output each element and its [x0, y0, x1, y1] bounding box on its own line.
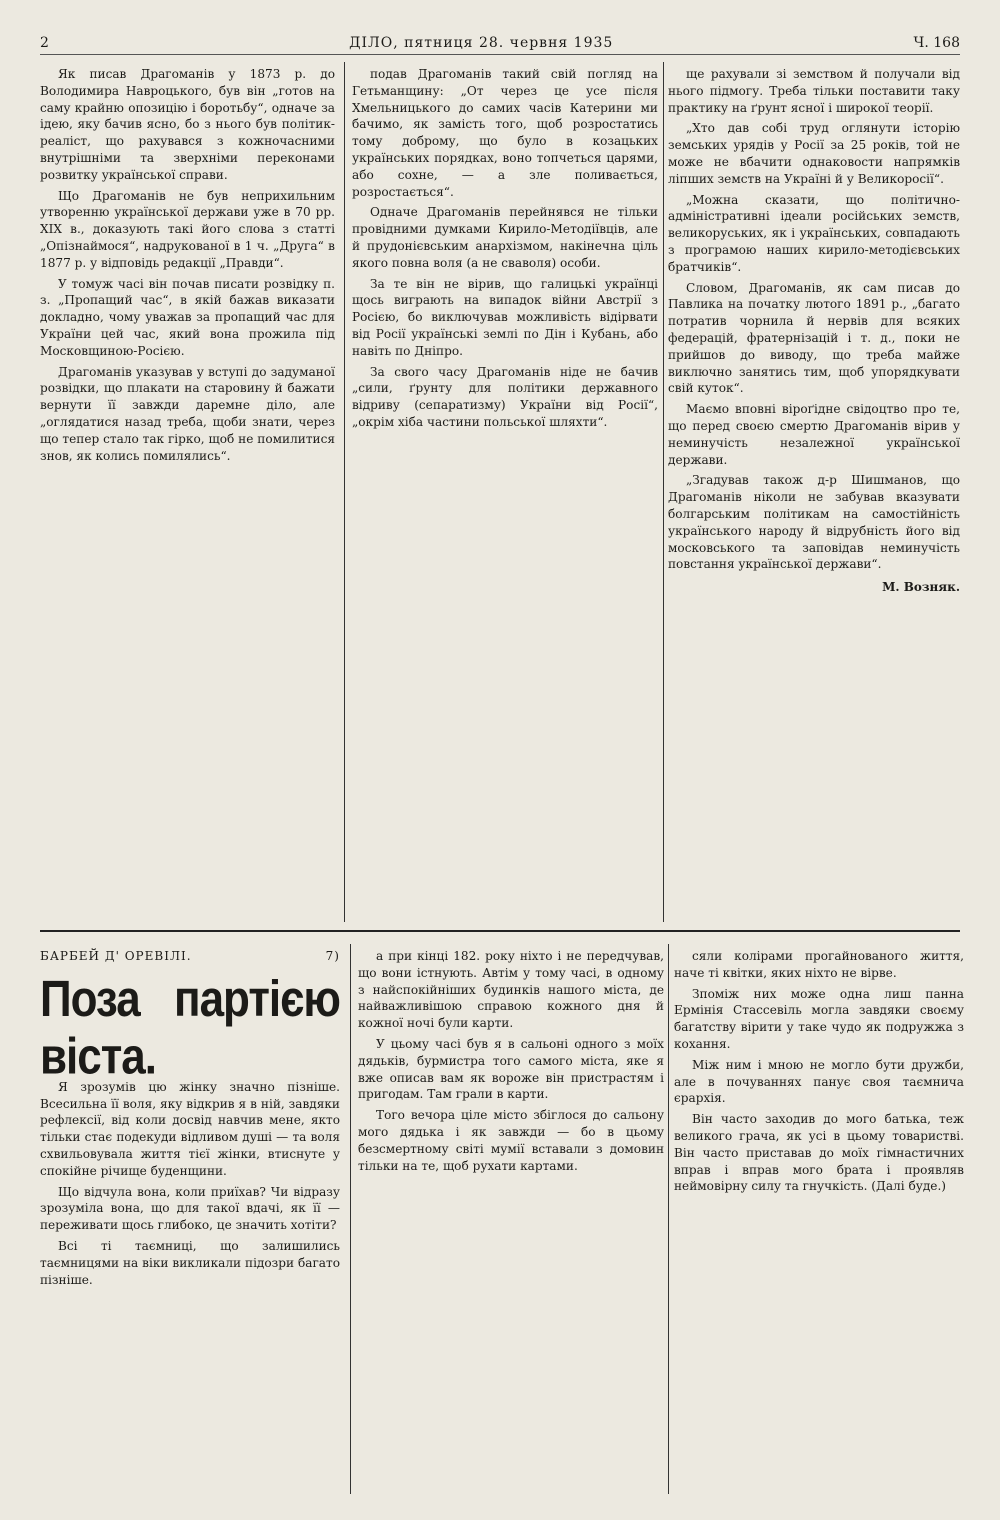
paragraph: Він часто заходив до мого батька, теж великого грача, як усі в цьому товаристві. Він частo приставав до моїх гімнастичних вправ і вправ мого брата і проявляв неймовірну силу та гнучкість. (Далі буде.)	[674, 1112, 964, 1194]
column-divider	[663, 62, 664, 922]
masthead-line: ДІЛО, пятниця 28. червня 1935	[349, 35, 614, 51]
paragraph: Що Драгоманів не був неприхильним утворенню української держави уже в 70 рр. XIX в., доказують такі його слова з статті „Опізнаймося“, надрукованої в 1 ч. „Друга“ в 1877 р. у відповідь редакції „Правди“.	[40, 188, 335, 270]
section-divider	[40, 930, 960, 932]
paragraph: подав Драгоманів такий свій погляд на Гетьманщину: „От через це усе після Хмельницького до самих часів Катерини ми бачимо, як замість того, щоб розростатись тому доброму, що було в козацьких українських порядках, воно топчеться царями, або сохне, — а зле поливається, розростається“.	[352, 67, 658, 199]
paragraph: „Хто дав собі труд оглянути історію земських урядів у Росії за 25 років, той не може не вбачити однаковости напрямків ліпших земств на Україні й у Великоросії“.	[668, 121, 960, 186]
page-header	[40, 32, 960, 55]
paragraph: „Згадував також д-р Шишманов, що Драгоманів ніколи не забував вказувати болгарським політикам на самостійність українського народу й відрубність його від московського та заповідав неминучість повстання української держави“.	[668, 473, 960, 572]
paragraph: „Можна сказати, що політично-адміністративні ідеали російських земств, великоруських, як і українських, совпадають з програмою наших кирило-методієвських братчиків“.	[668, 192, 960, 274]
byline	[40, 948, 340, 965]
paragraph: ще рахували зі земством й получали від нього підмогу. Треба тільки поставити таку практику на ґрунт ясної і широкої теорії.	[668, 67, 960, 115]
footnote-mark: 7)	[325, 949, 340, 963]
paragraph: Всі ті таємниці, що залишились таємницями на віки викликали підозри багато пізніше.	[40, 1238, 340, 1287]
paragraph: Одначе Драгоманів перейнявся не тільки провідними думками Кирило-Методіївців, але й прудонієвським анархізмом, накінечна ціль якого повна воля (а не сваволя) особи.	[352, 205, 658, 270]
article1-column-1	[40, 66, 335, 916]
article2-column-3	[674, 948, 964, 1488]
column-divider	[668, 944, 669, 1494]
paragraph: Того вечора ціле місто збіглося до сальону мого дядька і як завжди — бо в цьому безсмертному світі мумії вставали з домовин тільки на те, щоб рухати картами.	[358, 1108, 664, 1173]
paragraph: У цьому часі був я в сальоні одного з моїх дядьків, бурмистра того самого міста, яке я вже описав вам як вороже він пристрастям і пригодам. Там грали в карти.	[358, 1036, 664, 1102]
page-number: 2	[40, 35, 49, 51]
paragraph: Як писав Драгоманів у 1873 р. до Володимира Навроцького, був він „готов на саму крайню опозицію і боротьбу“, одначе за ідею, яку бачив ясно, бо з нього був політик-реаліст, що рахувався з кожночасними внутрішніми та зверхніми переконами розвитку української справи.	[40, 67, 335, 182]
issue-number: Ч. 168	[913, 35, 960, 51]
paragraph: Словом, Драгоманів, як сам писав до Павлика на початку лютого 1891 р., „багато потратив чорнила й нервів для всяких федерацій, фратернізацій і т. д., поки не прийшов до виводу, що треба майже виключно занятись тим, щоб упорядкувати свій куток“.	[668, 280, 960, 396]
paragraph: Драгоманів указував у вступі до задуманої розвідки, що плакати на старовину й бажати вернути її завжди даремне діло, але „оглядатися назад треба, щоби знати, через що тепер стало так гірко, щоб не помилитися знов, як колись помилялись“.	[40, 364, 335, 463]
paragraph: сяли колірами прогайнованого життя, наче ті квітки, яких ніхто не вірве.	[674, 949, 964, 980]
column-divider	[350, 944, 351, 1494]
article1-column-2	[352, 66, 658, 916]
article2-column-1	[40, 948, 340, 1488]
paragraph: Що відчула вона, коли приїхав? Чи відразу зрозуміла вона, що для такої вдачі, як її — переживати щось глибоко, це значить хотіти?	[40, 1184, 340, 1233]
paragraph: У томуж часі він почав писати розвідку п. з. „Пропащий час“, в якій бажав виказати докладно, чому уважав за пропащий час для України цей час, який вона прожила під Московщиною-Росією.	[40, 276, 335, 358]
author-signature: М. Возняк.	[882, 580, 960, 595]
paragraph: За свого часу Драгоманів ніде не бачив „сили, ґрунту для політики державного відриву (сепаратизму) України від Росії“, „окрім хіба частини польської шляхти“.	[352, 364, 658, 429]
author-name: БАРБЕЙ Д' ОРЕВІЛІ.	[40, 949, 192, 963]
article1-column-3	[668, 66, 960, 916]
story-title: Поза партією віста.	[40, 970, 340, 1085]
paragraph: Маємо вповні віроґідне свідоцтво про те, що перед своєю смертю Драгоманів вірив у неминучість незалежної української держави.	[668, 402, 960, 467]
paragraph: Між ним і мною не могло бути дружби, але в почуваннях панує своя таємнича єрархія.	[674, 1057, 964, 1106]
paragraph: Я зрозумів цю жінку значно пізніше. Всесильна її воля, яку відкрив я в ній, завдяки рефлексії, від коли досвід навчив мене, якто тільки стає подекуди відливом душі — та воля схвильовувала життя тієї жінки, втиснуте у спокійне річище буденщини.	[40, 1079, 340, 1178]
article2-column-2	[358, 948, 664, 1488]
paragraph: а при кінці 182. року ніхто і не передчував, що вони істнують. Автім у тому часі, в одному з найспокійніших будинків нашого міста, де найважливішою справою кожного дня й кожної ночі були карти.	[358, 949, 664, 1031]
paragraph: Зпоміж них може одна лиш панна Ермінія Стассевіль могла завдяки своєму багатству вірити у таке чудо як подружжа з кохання.	[674, 986, 964, 1051]
column-divider	[344, 62, 345, 922]
paragraph: За те він не вірив, що галицькі українці щось виграють на випадок війни Австрії з Росією, бо виключував можливість відірвати від Росії українські землі по Дін і Кубань, або навіть по Дніпро.	[352, 276, 658, 358]
